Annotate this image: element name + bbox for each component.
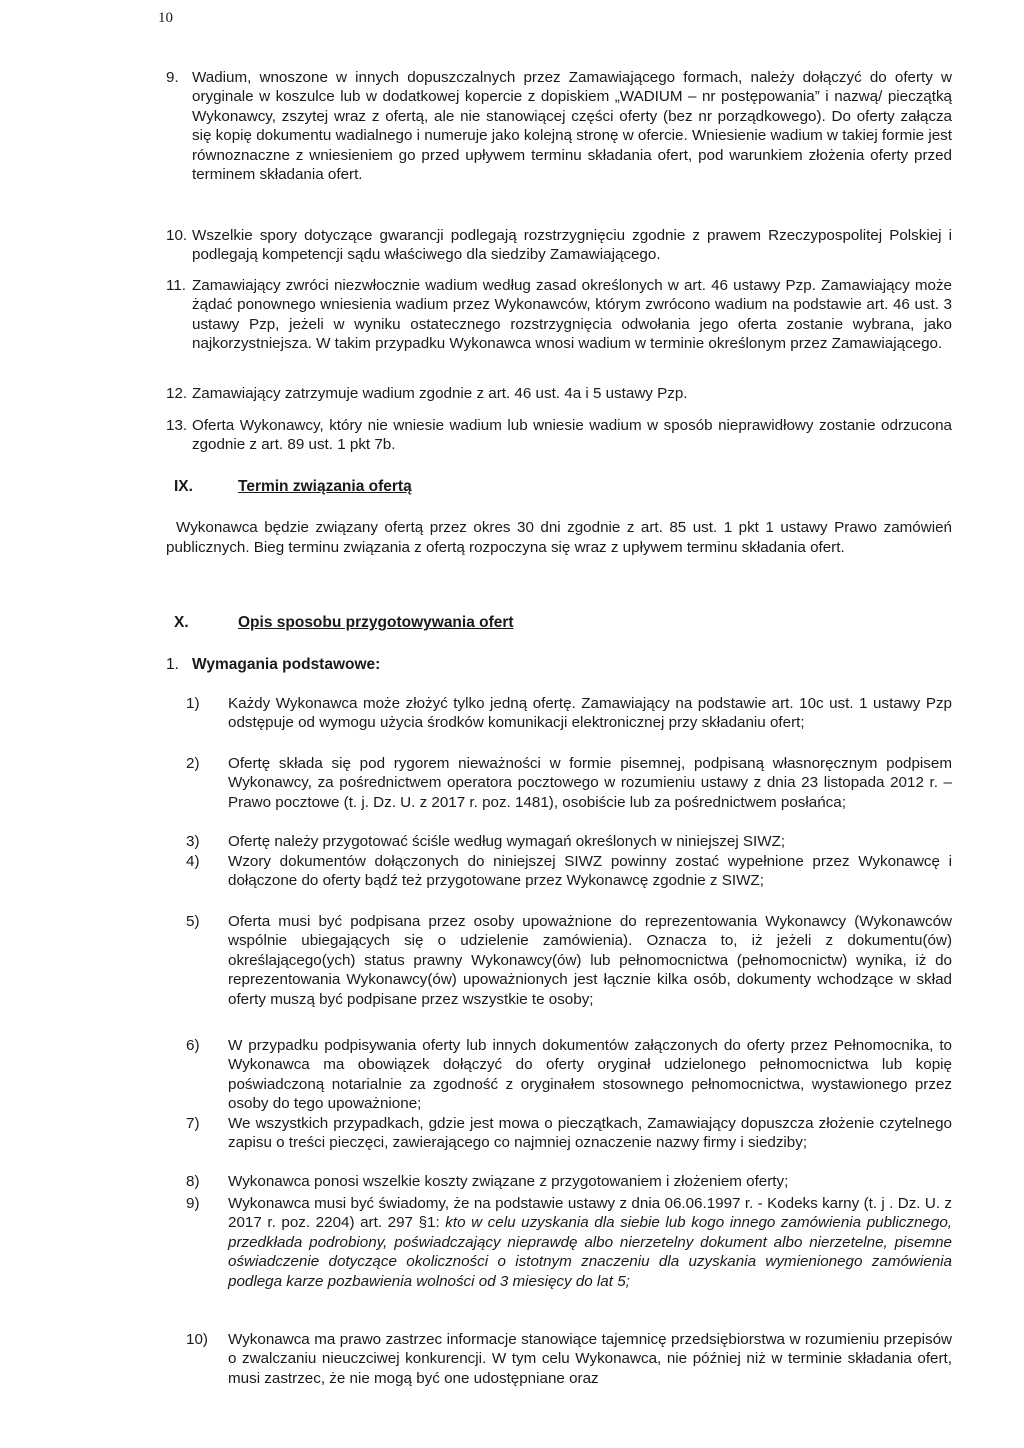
page-number: 10 (158, 10, 173, 26)
list-item (186, 1330, 952, 1388)
item-number: 9. (166, 69, 179, 86)
list-item (186, 694, 952, 733)
list-item (186, 1036, 952, 1114)
list-item (186, 1114, 952, 1153)
item-text-plain: Wykonawca musi być świadomy, że na podstawie ustawy z dnia 06.06.1997 r. - Kodeks karny (t. j . Dz. U. z 2017 r. poz. 2204) art. 297 §1: (228, 1195, 952, 1232)
section-title: Opis sposobu przygotowywania ofert (238, 614, 514, 631)
item-text: W przypadku podpisywania oferty lub innych dokumentów załączonych do oferty przez Pełnomocnika, to Wykonawca ma obowiązek dołączyć do oferty oryginał udzielonego pełnomocnictwa lub kopię poświadczoną notarialnie za zgodność z oryginałem stosownego pełnomocnictwa, wystawionego przez osoby do tego upoważnione; (228, 1037, 952, 1113)
list-item (186, 912, 952, 1009)
item-number: 1) (186, 695, 200, 712)
list-item (166, 384, 952, 403)
item-text: Oferta Wykonawcy, który nie wniesie wadium lub wniesie wadium w sposób nieprawidłowy zostanie odrzucona zgodnie z art. 89 ust. 1 pkt 7b. (192, 417, 952, 454)
list-item (166, 416, 952, 455)
section-number: X. (174, 614, 189, 631)
item-text: Ofertę należy przygotować ściśle według wymagań określonych w niniejszej SIWZ; (228, 833, 786, 850)
item-number: 5) (186, 913, 200, 930)
list-item (186, 832, 952, 851)
item-text: Każdy Wykonawca może złożyć tylko jedną ofertę. Zamawiający na podstawie art. 10c ust. 1 ustawy Pzp odstępuje od wymogu użycia środków komunikacji elektronicznej przy składaniu ofert; (228, 695, 952, 732)
item-number: 6) (186, 1037, 200, 1054)
item-number: 12. (166, 385, 188, 402)
item-text: Wykonawca ma prawo zastrzec informacje stanowiące tajemnicę przedsiębiorstwa w rozumieniu przepisów o zwalczaniu nieuczciwej konkurencji. W tym celu Wykonawca, nie później niż w terminie składania ofert, musi zastrzec, że nie mogą być one udostępniane oraz (228, 1331, 952, 1387)
item-number: 2) (186, 755, 200, 772)
item-text: We wszystkich przypadkach, gdzie jest mowa o pieczątkach, Zamawiający dopuszcza złożenie czytelnego zapisu o treści pieczęci, zawierającego co najmniej oznaczenie nazwy firmy i siedziby; (228, 1115, 952, 1152)
list-item (186, 754, 952, 812)
list-item (166, 276, 952, 354)
item-text: Wszelkie spory dotyczące gwarancji podlegają rozstrzygnięciu zgodnie z prawem Rzeczypospolitej Polskiej i podlegają kompetencji sądu właściwego dla siedziby Zamawiającego. (192, 227, 952, 264)
item-text: Zamawiający zatrzymuje wadium zgodnie z art. 46 ust. 4a i 5 ustawy Pzp. (192, 385, 688, 402)
item-text: Oferta musi być podpisana przez osoby upoważnione do reprezentowania Wykonawcy (Wykonawców wspólnie ubiegających się o udzielenie zamówienia). Oznacza to, iż jeżeli z dokumentu(ów) określającego(ych) status prawny Wykonawcy(ów) lub pełnomocnictwa (pełnomocnictw) wynika, iż do reprezentowania Wykonawcy(ów) upoważnionych jest łącznie kilka osób, dokumenty wchodzące w skład oferty muszą być podpisane przez wszystkie te osoby; (228, 913, 952, 1008)
item-number: 9) (186, 1195, 200, 1212)
item-text: Wykonawca ponosi wszelkie koszty związane z przygotowaniem i złożeniem oferty; (228, 1173, 789, 1190)
item-number: 8) (186, 1173, 200, 1190)
item-number: 7) (186, 1115, 200, 1132)
item-number: 13. (166, 417, 188, 434)
item-number: 4) (186, 853, 200, 870)
item-text: Zamawiający zwróci niezwłocznie wadium według zasad określonych w art. 46 ustawy Pzp. Zamawiający może żądać ponownego wniesienia wadium przez Wykonawców, którym zwrócono wadium na podstawie art. 46 ust. 3 ustawy Pzp, jeżeli w wyniku ostatecznego rozstrzygnięcia odwołania jego oferta zostanie wybrana, jako najkorzystniejsza. W takim przypadku Wykonawca wnosi wadium w terminie określonym przez Zamawiającego. (192, 277, 952, 353)
item-text-quote: kto w celu uzyskania dla siebie lub kogo innego zamówienia publicznego, przedkłada podrobiony, poświadczający nieprawdę albo nierzetelny dokument albo nierzetelne, pisemne oświadczenie dotyczące okoliczności o istotnym znaczeniu dla uzyskania wymienionego zamówienia podlega karze pozbawienia wolności od 3 miesięcy do lat 5; (228, 1214, 952, 1290)
subsection-title: Wymagania podstawowe: (192, 656, 381, 673)
item-text: Wadium, wnoszone w innych dopuszczalnych przez Zamawiającego formach, należy dołączyć do oferty w oryginale w koszulce lub w dodatkowej kopercie z dopiskiem „WADIUM – nr postępowania” i nazwą/ pieczątką Wykonawcy, zszytej wraz z ofertą, ale nie stanowiącej części oferty (bez nr porządkowego). Do oferty załącza się kopię dokumentu wadialnego i numeruje jako kolejną stronę w ofercie. Wniesienie wadium w takiej formie jest równoznaczne z wniesieniem go przed upływem terminu składania ofert, pod warunkiem złożenia oferty przed terminem składania ofert. (192, 69, 952, 184)
list-item (186, 1172, 952, 1191)
item-number: 10. (166, 227, 188, 244)
item-number: 10) (186, 1331, 208, 1348)
list-item (166, 226, 952, 265)
item-number: 11. (166, 277, 186, 294)
item-text: Ofertę składa się pod rygorem nieważności w formie pisemnej, podpisaną własnoręcznym podpisem Wykonawcy, za pośrednictwem operatora pocztowego w rozumieniu ustawy z dnia 23 listopada 2012 r. – Prawo pocztowe (t. j. Dz. U. z 2017 r. poz. 1481), osobiście lub za pośrednictwem posłańca; (228, 755, 952, 811)
subsection-number: 1. (166, 656, 179, 673)
list-item (166, 68, 952, 184)
item-text (228, 1194, 952, 1291)
list-item (186, 852, 952, 891)
section-title: Termin związania ofertą (238, 478, 412, 495)
item-number: 3) (186, 833, 200, 850)
item-text: Wzory dokumentów dołączonych do niniejszej SIWZ powinny zostać wypełnione przez Wykonawcę i dołączone do oferty bądź też przygotowane przez Wykonawcę zgodnie z SIWZ; (228, 853, 952, 890)
section-number: IX. (174, 478, 193, 495)
section-ix-paragraph: Wykonawca będzie związany ofertą przez okres 30 dni zgodnie z art. 85 ust. 1 pkt 1 ustawy Prawo zamówień publicznych. Bieg terminu związania z ofertą rozpoczyna się wraz z upływem terminu składania ofert. (166, 519, 952, 556)
list-item (186, 1194, 952, 1291)
